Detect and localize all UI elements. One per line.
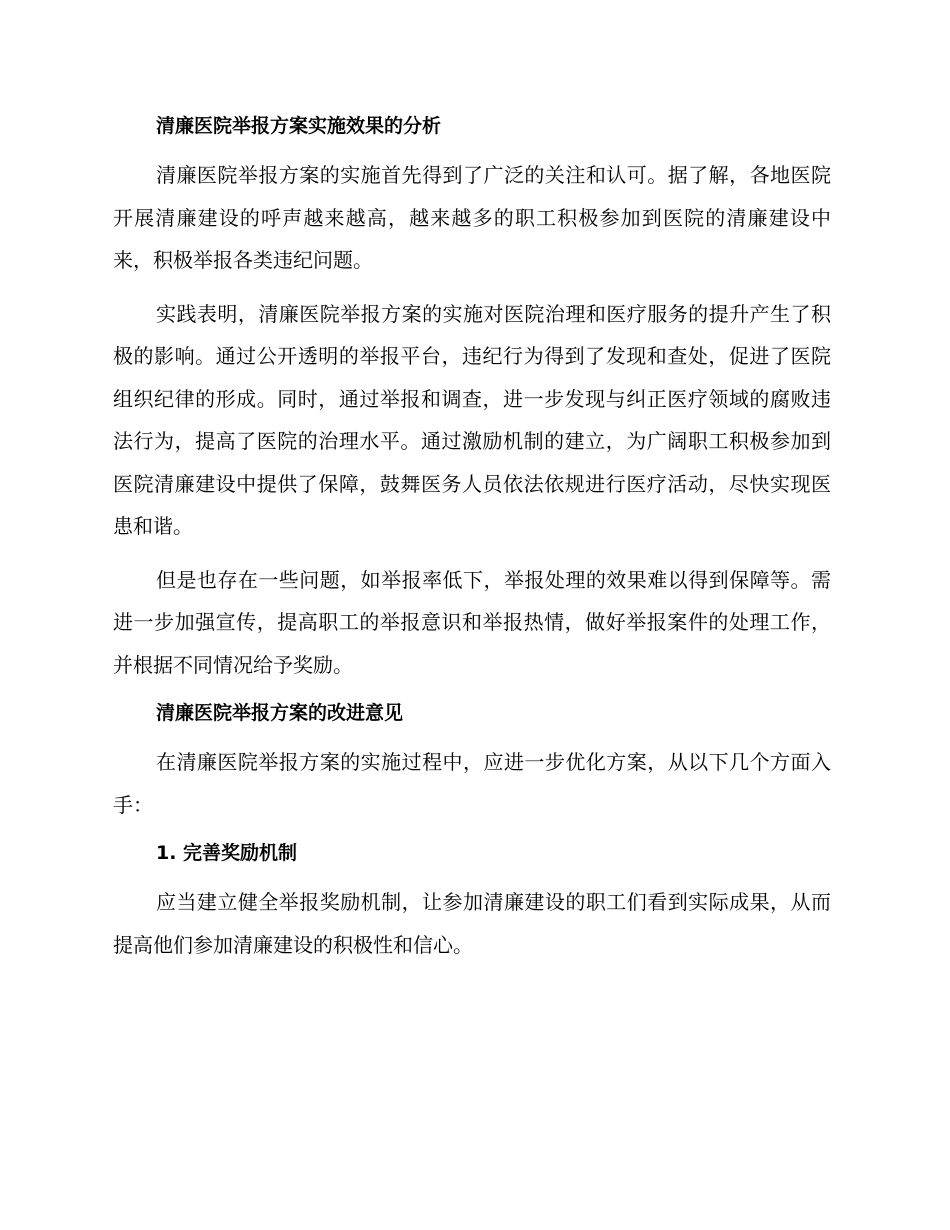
subsection-heading-reward-mechanism: 1. 完善奖励机制 (156, 842, 298, 864)
paragraph: 应当建立健全举报奖励机制，让参加清廉建设的职工们看到实际成果，从而提高他们参加清廉建设的积极性和信心。 (113, 890, 831, 957)
paragraph: 清廉医院举报方案的实施首先得到了广泛的关注和认可。据了解，各地医院开展清廉建设的呼声越来越高，越来越多的职工积极参加到医院的清廉建设中来，积极举报各类违纪问题。 (113, 163, 831, 272)
paragraph: 在清廉医院举报方案的实施过程中，应进一步优化方案，从以下几个方面入手： (113, 750, 831, 817)
document-body (113, 110, 831, 977)
section-heading-improvement: 清廉医院举报方案的改进意见 (156, 702, 404, 724)
paragraph: 但是也存在一些问题，如举报率低下，举报处理的效果难以得到保障等。需进一步加强宣传，提高职工的举报意识和举报热情，做好举报案件的处理工作，并根据不同情况给予奖励。 (113, 567, 831, 677)
section-heading-effect-analysis: 清廉医院举报方案实施效果的分析 (156, 115, 442, 137)
paragraph: 实践表明，清廉医院举报方案的实施对医院治理和医疗服务的提升产生了积极的影响。通过公开透明的举报平台，违纪行为得到了发现和查处，促进了医院组织纪律的形成。同时，通过举报和调查，进一步发现与纠正医疗领域的腐败违法行为，提高了医院的治理水平。通过激励机制的建立，为广阔职工积极参加到医院清廉建设中提供了保障，鼓舞医务人员依法依规进行医疗活动，尽快实现医患和谐。 (113, 301, 831, 538)
